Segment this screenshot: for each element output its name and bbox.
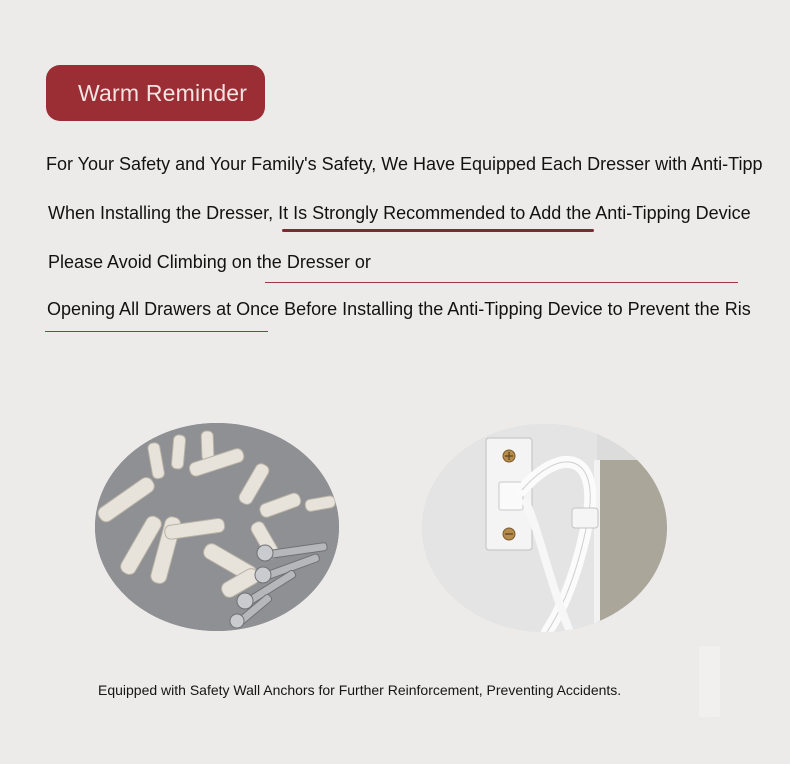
- divider-line: [265, 282, 738, 283]
- anchors-caption: Equipped with Safety Wall Anchors for Further Reinforcement, Preventing Accidents.: [98, 682, 622, 698]
- divider-line: [45, 331, 268, 332]
- wall-anchors-photo: [95, 423, 339, 631]
- anti-tip-strap-photo: [422, 424, 667, 632]
- faint-highlight: [699, 646, 720, 717]
- safety-line-4: Opening All Drawers at Once Before Installing the Anti-Tipping Device to Prevent the Ris: [47, 299, 751, 319]
- safety-line-2: When Installing the Dresser, It Is Strongly Recommended to Add the Anti-Tipping Device: [48, 203, 751, 223]
- safety-line-3: Please Avoid Climbing on the Dresser or: [48, 252, 371, 272]
- highlight-underline: [282, 229, 594, 232]
- safety-line-1: For Your Safety and Your Family's Safety, We Have Equipped Each Dresser with Anti-Tipp: [46, 154, 763, 174]
- warm-reminder-badge: [46, 65, 265, 121]
- warm-reminder-label: Warm Reminder: [78, 79, 248, 106]
